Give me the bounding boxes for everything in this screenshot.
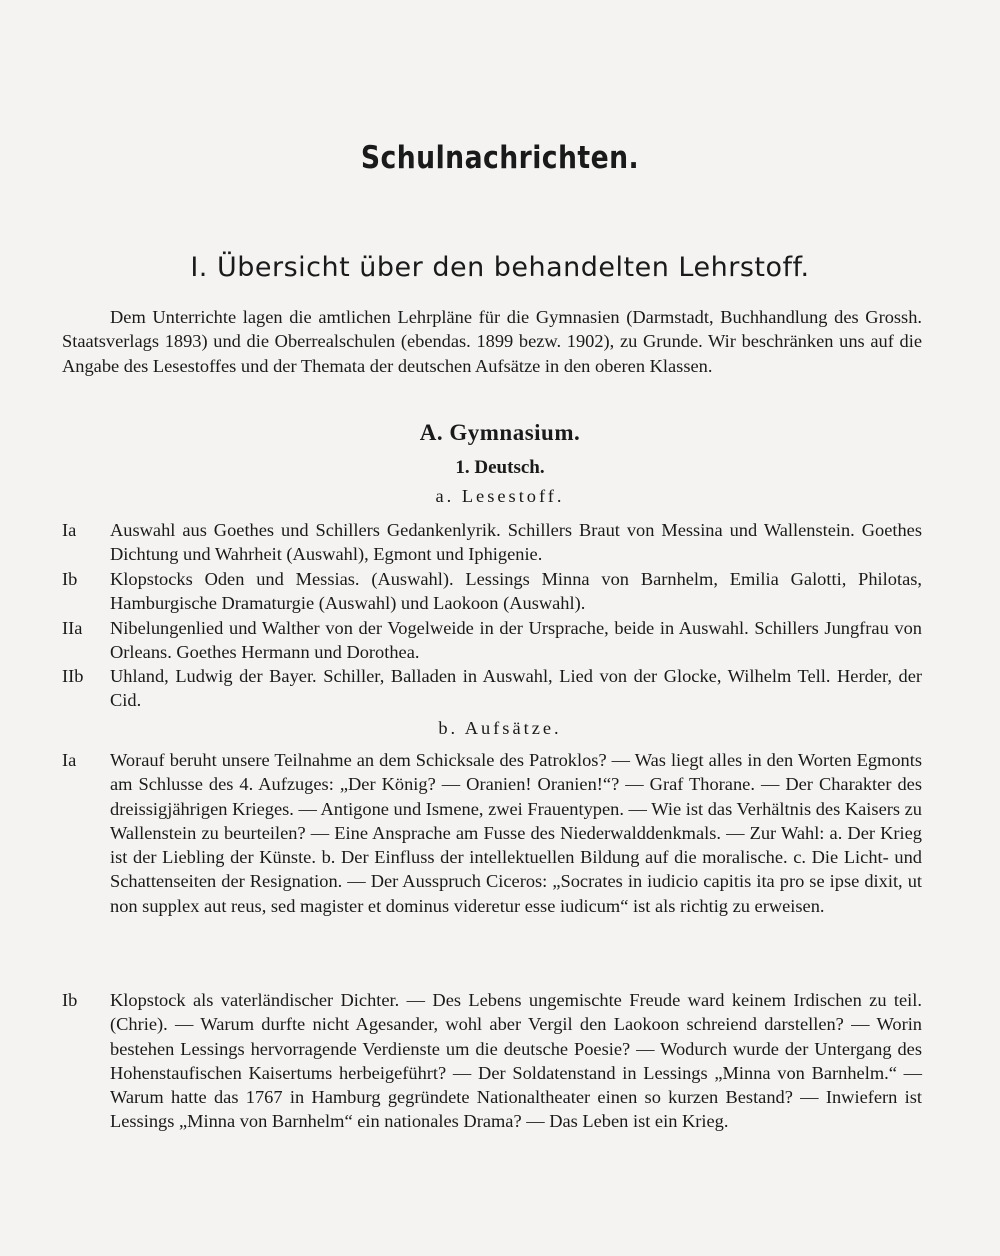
lesestoff-entry-ia — [62, 518, 922, 567]
subheading-lesestoff: a. Lesestoff. — [435, 486, 565, 506]
entry-text: Klopstocks Oden und Messias. (Auswahl). Lessings Minna von Barnhelm, Emilia Galotti, Philotas, Hamburgische Dramaturgie (Auswahl) und Laokoon (Auswahl). — [110, 569, 922, 614]
section-title: I. Übersicht über den behandelten Lehrstoff. — [190, 252, 810, 283]
subheading-aufsaetze: b. Aufsätze. — [438, 718, 562, 738]
heading-gymnasium: A. Gymnasium. — [419, 420, 581, 445]
entry-text: Nibelungenlied und Walther von der Vogelweide in der Ursprache, beide in Auswahl. Schillers Jungfrau von Orleans. Goethes Hermann und Dorothea. — [110, 618, 922, 663]
heading-deutsch: 1. Deutsch. — [455, 457, 545, 478]
class-label: Ia — [62, 750, 77, 770]
intro-paragraph: Dem Unterrichte lagen die amtlichen Lehrpläne für die Gymnasien (Darmstadt, Buchhandlung des Grossh. Staatsverlags 1893) und die Oberrealschulen (ebendas. 1899 bezw. 1902), zu Grunde. Wir beschränken uns auf die Angabe des Lesestoffes und der Themata der deutschen Aufsätze in den oberen Klassen. — [62, 307, 922, 376]
entry-text: Klopstock als vaterländischer Dichter. — Des Lebens ungemischte Freude ward keinem Irdischen zu teil. (Chrie). — Warum durfte nicht Agesander, wohl aber Vergil den Laokoon schreiend darstellen? — Worin bestehen Lessings hervorragende Verdienste um die deutsche Poesie? — Wodurch wurde der Untergang des Hohenstaufischen Kaisertums herbeigeführt? — Der Soldatenstand in Lessings „Minna von Barnhelm.“ — Warum hatte das 1767 in Hamburg gegründete Nationaltheater einen so kurzen Bestand? — Inwiefern ist Lessings „Minna von Barnhelm“ ein nationales Drama? — Das Leben ist ein Krieg. — [110, 990, 922, 1132]
class-label: IIb — [62, 666, 84, 686]
class-label: IIa — [62, 618, 83, 638]
entry-text: Auswahl aus Goethes und Schillers Gedankenlyrik. Schillers Braut von Messina und Wallenstein. Goethes Dichtung und Wahrheit (Auswahl), Egmont und Iphigenie. — [110, 520, 922, 565]
lesestoff-entry-ib — [62, 567, 922, 616]
entry-text: Uhland, Ludwig der Bayer. Schiller, Balladen in Auswahl, Lied von der Glocke, Wilhelm Tell. Herder, der Cid. — [110, 666, 922, 711]
lesestoff-entry-iia — [62, 616, 922, 665]
page-title: Schulnachrichten. — [360, 140, 640, 176]
aufsatz-entry-ib — [62, 988, 922, 1134]
class-label: Ib — [62, 990, 78, 1010]
class-label: Ia — [62, 520, 77, 540]
lesestoff-entry-iib — [62, 664, 922, 713]
aufsatz-entry-ia — [62, 748, 922, 918]
entry-text: Worauf beruht unsere Teilnahme an dem Schicksale des Patroklos? — Was liegt alles in den Worten Egmonts am Schlusse des 4. Aufzuges: „Der König? — Oranien! Oranien!“? — Graf Thorane. — Der Charakter des dreissigjährigen Krieges. — Antigone und Ismene, zwei Frauentypen. — Wie ist das Verhältnis des Kaisers zu Wallenstein zu beurteilen? — Eine Ansprache am Fusse des Niederwalddenkmals. — Zur Wahl: a. Der Krieg ist der Liebling der Künste. b. Der Einfluss der intellektuellen Bildung auf die moralische. c. Die Licht- und Schattenseiten der Resignation. — Der Ausspruch Ciceros: „Socrates in iudicio capitis ita pro se ipse dixit, ut non supplex aut reus, sed magister et dominus videretur esse iudicum“ ist als richtig zu erweisen. — [110, 750, 922, 916]
class-label: Ib — [62, 569, 78, 589]
